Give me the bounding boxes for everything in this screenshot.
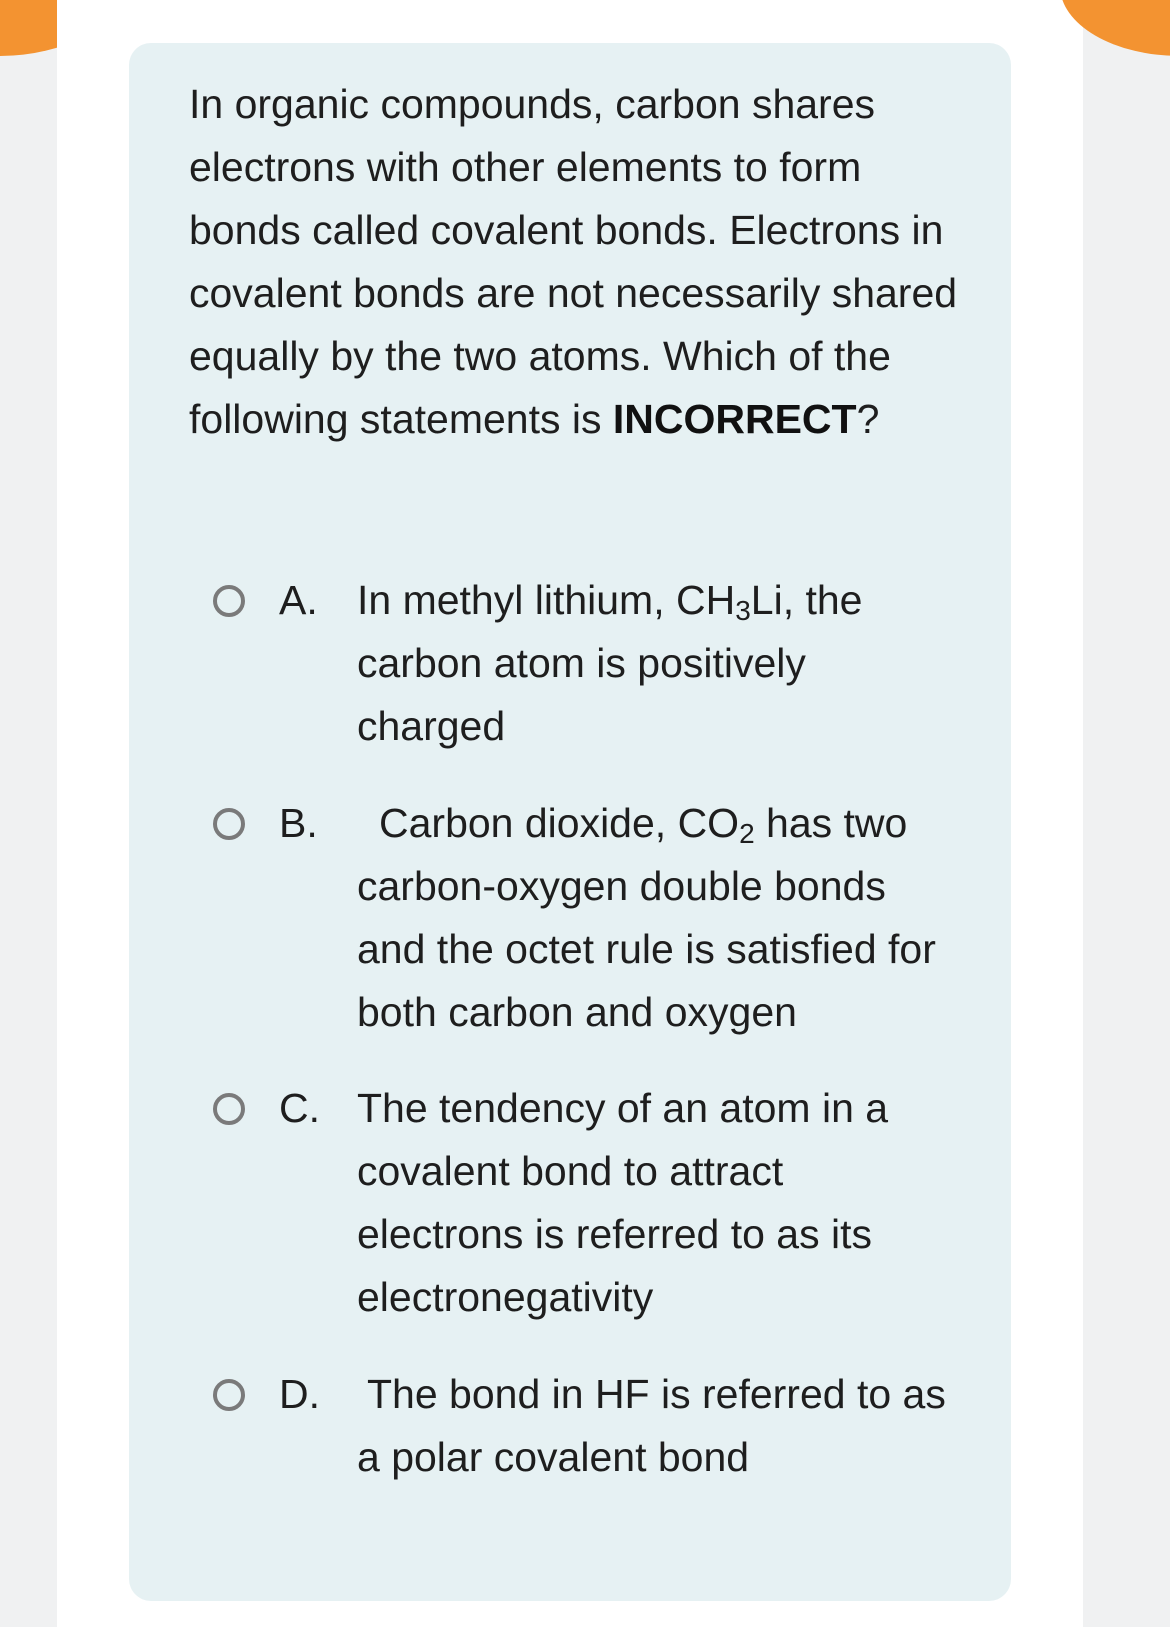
radio-button-b[interactable] bbox=[213, 808, 245, 840]
question-card bbox=[129, 43, 1011, 1601]
option-letter: D. bbox=[279, 1371, 320, 1417]
option-letter: B. bbox=[279, 800, 318, 846]
radio-button-c[interactable] bbox=[213, 1093, 245, 1125]
question-emphasis: INCORRECT bbox=[612, 396, 857, 442]
option-letter: C. bbox=[279, 1085, 320, 1131]
question-body: In organic compounds, carbon shares electrons with other elements to form bonds called covalent bonds. Electrons in covalent bonds are not necessarily shared equally by the two atoms. Which of the following statements is bbox=[189, 81, 958, 442]
option-letter: A. bbox=[279, 577, 318, 623]
radio-button-d[interactable] bbox=[213, 1379, 245, 1411]
option-text: The bond in HF is referred to as a polar covalent bond bbox=[357, 1371, 946, 1480]
option-text: In methyl lithium, $CH_3Li$, the carbon atom is positively charged bbox=[357, 577, 863, 749]
question-end: ? bbox=[856, 396, 880, 442]
radio-button-a[interactable] bbox=[213, 585, 245, 617]
option-text: Carbon dioxide, $CO_2$ has two carbon-oxygen double bonds and the octet rule is satisfied for both carbon and oxygen bbox=[357, 800, 936, 1035]
option-text: The tendency of an atom in a covalent bond to attract electrons is referred to as its electronegativity bbox=[357, 1085, 889, 1320]
question-text bbox=[189, 73, 969, 451]
